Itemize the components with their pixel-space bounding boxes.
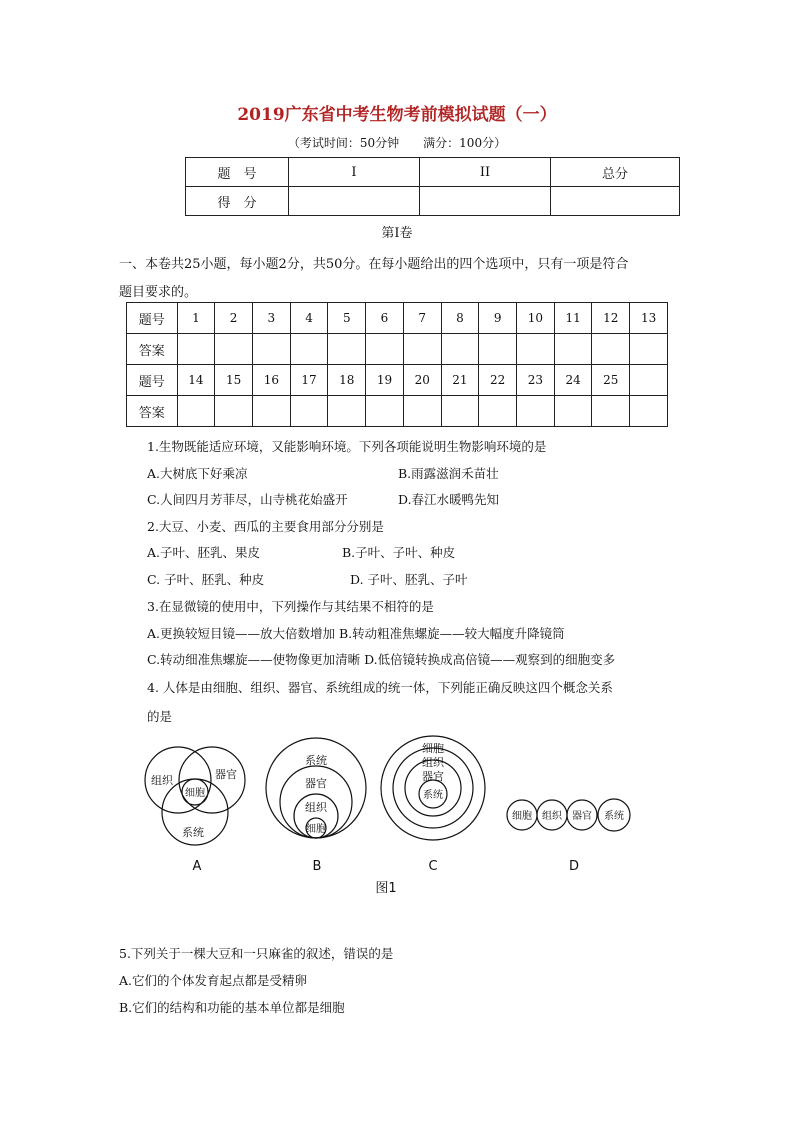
question-number: 11 (554, 303, 592, 334)
question-number (630, 365, 668, 396)
answer-cell[interactable] (441, 334, 479, 365)
option-c-label: C (428, 859, 438, 874)
q1-stem: 1.生物既能适应环境，又能影响环境。下列各项能说明生物影响环境的是 (147, 439, 547, 454)
system-label: 系统 (305, 754, 327, 767)
answer-cell[interactable] (441, 396, 479, 427)
question-number: 23 (517, 365, 555, 396)
score-cell-part1[interactable] (289, 187, 420, 216)
question-number: 15 (215, 365, 253, 396)
q1-option-c: C.人间四月芳菲尽，山寺桃花始盛开 (147, 492, 348, 507)
question-number: 12 (592, 303, 630, 334)
tissue-label: 组织 (151, 774, 173, 787)
organ-label: 器官 (305, 777, 327, 790)
tissue-label: 组织 (422, 756, 444, 769)
score-header-total: 总分 (551, 158, 680, 187)
answer-cell[interactable] (479, 396, 517, 427)
system-label: 系统 (604, 811, 624, 822)
answer-cell[interactable] (403, 334, 441, 365)
answer-cell[interactable] (366, 334, 404, 365)
q2-option-a: A.子叶、胚乳、果皮 (147, 545, 261, 560)
q4-stem-line-1: 4. 人体是由细胞、组织、器官、系统组成的统一体，下列能正确反映这四个概念关系 (147, 680, 613, 695)
option-a-diagram (145, 747, 245, 845)
question-number: 13 (630, 303, 668, 334)
organ-label: 器官 (422, 770, 444, 783)
answer-cell[interactable] (252, 396, 290, 427)
q2-option-c: C. 子叶、胚乳、种皮 (147, 572, 265, 587)
question-number: 3 (252, 303, 290, 334)
score-row-label: 得 分 (186, 187, 289, 216)
score-table (185, 157, 680, 216)
answer-num-label: 题号 (127, 303, 178, 334)
answer-cell[interactable] (290, 334, 328, 365)
option-a-label: A (192, 859, 202, 874)
q2-stem: 2.大豆、小麦、西瓜的主要食用部分分别是 (147, 519, 384, 534)
answer-cell[interactable] (554, 334, 592, 365)
figure-caption: 图1 (375, 881, 397, 896)
answer-cell[interactable] (215, 334, 253, 365)
q5-option-b: B.它们的结构和功能的基本单位都是细胞 (119, 1000, 345, 1015)
score-header-part2: II (420, 158, 551, 187)
question-number: 9 (479, 303, 517, 334)
option-b-diagram (266, 738, 366, 838)
question-number: 24 (554, 365, 592, 396)
answer-cell (630, 396, 668, 427)
cell-label: 细胞 (512, 811, 532, 822)
answer-cell[interactable] (592, 334, 630, 365)
tissue-label: 组织 (305, 801, 327, 814)
q2-option-d: D. 子叶、胚乳、子叶 (350, 572, 468, 587)
system-label: 系统 (182, 826, 204, 839)
answer-label: 答案 (127, 334, 178, 365)
answer-cell[interactable] (630, 334, 668, 365)
organ-label: 器官 (572, 811, 592, 822)
answer-cell[interactable] (215, 396, 253, 427)
question-number: 14 (177, 365, 215, 396)
answer-cell[interactable] (366, 396, 404, 427)
question-number: 5 (328, 303, 366, 334)
answer-cell[interactable] (252, 334, 290, 365)
question-number: 19 (366, 365, 404, 396)
q1-option-d: D.春江水暖鸭先知 (398, 492, 500, 507)
q5-option-a: A.它们的个体发育起点都是受精卵 (119, 973, 308, 988)
answer-cell[interactable] (177, 334, 215, 365)
answer-cell[interactable] (554, 396, 592, 427)
question-number: 1 (177, 303, 215, 334)
answer-num-label: 题号 (127, 365, 178, 396)
question-number: 8 (441, 303, 479, 334)
cell-label: 细胞 (185, 788, 205, 799)
answer-cell[interactable] (517, 396, 555, 427)
question-number: 7 (403, 303, 441, 334)
q4-stem-line-2: 的是 (147, 709, 173, 724)
option-d-diagram (507, 799, 630, 831)
question-number: 17 (290, 365, 328, 396)
question-number: 10 (517, 303, 555, 334)
question-number: 20 (403, 365, 441, 396)
q3-options-cd: C.转动细准焦螺旋——使物像更加清晰 D.低倍镜转换成高倍镜——观察到的细胞变多 (147, 652, 616, 667)
figure-1-diagram (120, 730, 660, 900)
q3-options-ab: A.更换较短目镜——放大倍数增加 B.转动粗准焦螺旋——较大幅度升降镜筒 (147, 626, 565, 641)
exam-subtitle: （考试时间：50分钟 满分：100分） (287, 136, 507, 150)
cell-label: 细胞 (306, 824, 326, 835)
q2-option-b: B.子叶、子叶、种皮 (342, 545, 456, 560)
question-number: 2 (215, 303, 253, 334)
option-b-label: B (312, 859, 322, 874)
option-d-label: D (568, 859, 580, 874)
answer-label: 答案 (127, 396, 178, 427)
question-number: 21 (441, 365, 479, 396)
q1-option-a: A.大树底下好乘凉 (147, 466, 248, 481)
question-number: 6 (366, 303, 404, 334)
cell-label: 细胞 (422, 742, 444, 755)
section-title: 第Ⅰ卷 (381, 226, 413, 241)
answer-cell[interactable] (328, 334, 366, 365)
question-number: 25 (592, 365, 630, 396)
answer-cell[interactable] (592, 396, 630, 427)
instructions-line-1: 一、本卷共25小题，每小题2分，共50分。在每小题给出的四个选项中，只有一项是符合 (119, 257, 629, 272)
answer-cell[interactable] (328, 396, 366, 427)
instructions-line-2: 题目要求的。 (119, 285, 198, 300)
organ-label: 器官 (215, 768, 237, 781)
answer-table (126, 302, 668, 427)
answer-cell[interactable] (517, 334, 555, 365)
exam-title: 2019广东省中考生物考前模拟试题（一） (237, 105, 557, 125)
answer-cell[interactable] (403, 396, 441, 427)
answer-cell[interactable] (479, 334, 517, 365)
score-cell-part2[interactable] (420, 187, 551, 216)
question-number: 18 (328, 365, 366, 396)
question-number: 16 (252, 365, 290, 396)
tissue-label: 组织 (542, 811, 562, 822)
answer-cell[interactable] (177, 396, 215, 427)
system-label: 系统 (423, 790, 443, 801)
score-cell-total[interactable] (551, 187, 680, 216)
score-header-qnum: 题 号 (186, 158, 289, 187)
q3-stem: 3.在显微镜的使用中，下列操作与其结果不相符的是 (147, 599, 434, 614)
answer-cell[interactable] (290, 396, 328, 427)
question-number: 4 (290, 303, 328, 334)
score-header-part1: I (289, 158, 420, 187)
q5-stem: 5.下列关于一棵大豆和一只麻雀的叙述，错误的是 (119, 946, 394, 961)
q1-option-b: B.雨露滋润禾苗壮 (398, 466, 499, 481)
question-number: 22 (479, 365, 517, 396)
option-c-diagram (381, 736, 485, 840)
